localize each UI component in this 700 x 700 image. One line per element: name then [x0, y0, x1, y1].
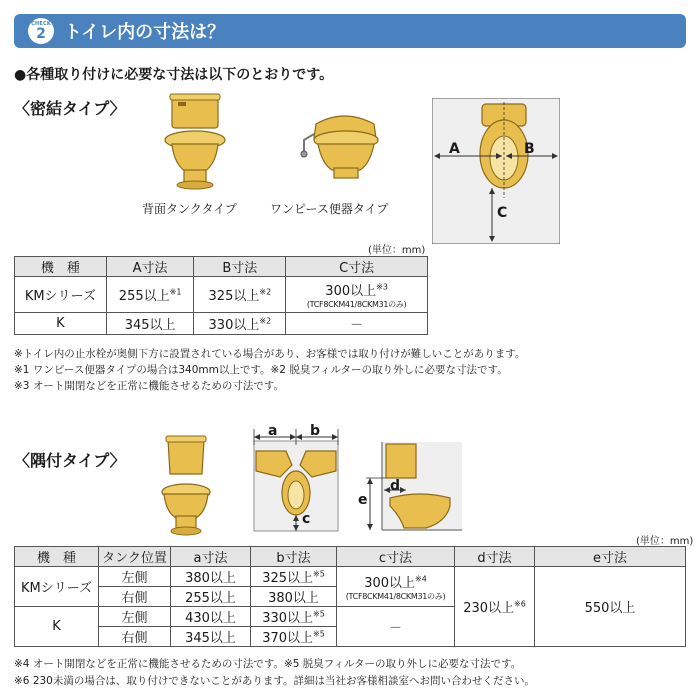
- corner-toilet-image: [156, 430, 216, 540]
- cell-tank: 左側: [99, 567, 171, 587]
- cell-c: 300以上$^{※3}$ (TCF8CKM41/8CKM31のみ): [286, 277, 428, 313]
- cell-a: 380以上: [171, 567, 251, 587]
- cell-model: KMシリーズ: [15, 567, 99, 607]
- unit-label-1: (単位：mm): [368, 245, 426, 256]
- cell-model: KMシリーズ: [15, 277, 107, 313]
- th-d: d寸法: [455, 547, 535, 567]
- table-row: [15, 567, 686, 587]
- th-a: a寸法: [171, 547, 251, 567]
- corner-top-view-diagram: [250, 425, 342, 535]
- caption-back-tank: 背面タンクタイプ: [142, 202, 237, 216]
- cell-b: 370以上$^{※5}$: [251, 627, 337, 647]
- note-line: ※トイレ内の止水栓が奥側下方に設置されている場合があり、お客様では取り付けが難しいことがあります。: [14, 348, 526, 360]
- cell-tank: 右側: [99, 627, 171, 647]
- check-badge: [28, 18, 54, 44]
- cell-a: 345以上: [171, 627, 251, 647]
- th-c: c寸法: [337, 547, 455, 567]
- check-label: CHECK: [31, 20, 51, 27]
- dim-label-c: C: [497, 205, 508, 221]
- one-piece-toilet-image: [296, 104, 392, 184]
- caption-one-piece: ワンピース便器タイプ: [270, 202, 389, 216]
- th-a: A寸法: [106, 257, 194, 277]
- back-tank-toilet-image: [160, 92, 230, 192]
- cell-model: K: [15, 607, 99, 647]
- cell-a: 255以上$^{※1}$: [106, 277, 194, 313]
- cell-d: 230以上$^{※6}$: [455, 567, 535, 647]
- note-line: ※3 オート開閉などを正常に機能させるための寸法です。: [14, 380, 284, 392]
- header-title: トイレ内の寸法は？: [64, 22, 226, 43]
- th-model: 機 種: [15, 547, 99, 567]
- section1-title: 〈密結タイプ〉: [14, 99, 126, 118]
- intro-text: ●各種取り付けに必要な寸法は以下のとおりです。: [14, 67, 334, 83]
- cell-a: 345以上: [106, 313, 194, 335]
- section-header: [14, 14, 686, 48]
- cell-c: －: [337, 607, 455, 647]
- dim-label-a-lower: a: [268, 423, 278, 439]
- table-row: [15, 277, 428, 313]
- cell-b: 380以上: [251, 587, 337, 607]
- th-b: b寸法: [251, 547, 337, 567]
- top-view-diagram: [432, 98, 560, 244]
- check-number: 2: [36, 25, 46, 42]
- cell-b: 330以上$^{※2}$: [194, 313, 286, 335]
- note-line: ※1 ワンピース便器タイプの場合は340mm以上です。※2 脱臭フィルターの取り外しに必要な寸法です。: [14, 364, 508, 376]
- cell-c: 300以上$^{※4}$ (TCF8CKM41/8CKM31のみ): [337, 567, 455, 607]
- cell-b: 330以上$^{※5}$: [251, 607, 337, 627]
- cell-tank: 左側: [99, 607, 171, 627]
- section2-title: 〈隅付タイプ〉: [14, 451, 126, 470]
- cell-c: －: [286, 313, 428, 335]
- cell-b: 325以上$^{※2}$: [194, 277, 286, 313]
- th-tank-position: タンク位置: [99, 547, 171, 567]
- th-b: B寸法: [194, 257, 286, 277]
- th-c: C寸法: [286, 257, 428, 277]
- dim-label-e: e: [358, 492, 368, 508]
- dim-label-c-lower: c: [302, 511, 311, 527]
- table-row: [15, 313, 428, 335]
- side-view-diagram: [360, 436, 462, 536]
- cell-b: 325以上$^{※5}$: [251, 567, 337, 587]
- cell-e: 550以上: [535, 567, 686, 647]
- cell-tank: 右側: [99, 587, 171, 607]
- dim-label-b: B: [524, 141, 535, 157]
- th-model: 機 種: [15, 257, 107, 277]
- dim-label-b-lower: b: [310, 423, 321, 439]
- spec-table-2: [14, 546, 686, 647]
- dim-label-d: d: [390, 478, 401, 494]
- cell-a: 255以上: [171, 587, 251, 607]
- spec-table-1: [14, 256, 428, 335]
- note-line: ※6 230未満の場合は、取り付けできないことがあります。詳細は当社お客様相談室へお問い合わせください。: [14, 675, 536, 687]
- cell-a: 430以上: [171, 607, 251, 627]
- cell-model: K: [15, 313, 107, 335]
- th-e: e寸法: [535, 547, 686, 567]
- unit-label-2: (単位：mm): [636, 536, 694, 547]
- dim-label-a: A: [449, 141, 460, 157]
- note-line: ※4 オート開閉などを正常に機能させるための寸法です。※5 脱臭フィルターの取り外しに必要な寸法です。: [14, 658, 522, 670]
